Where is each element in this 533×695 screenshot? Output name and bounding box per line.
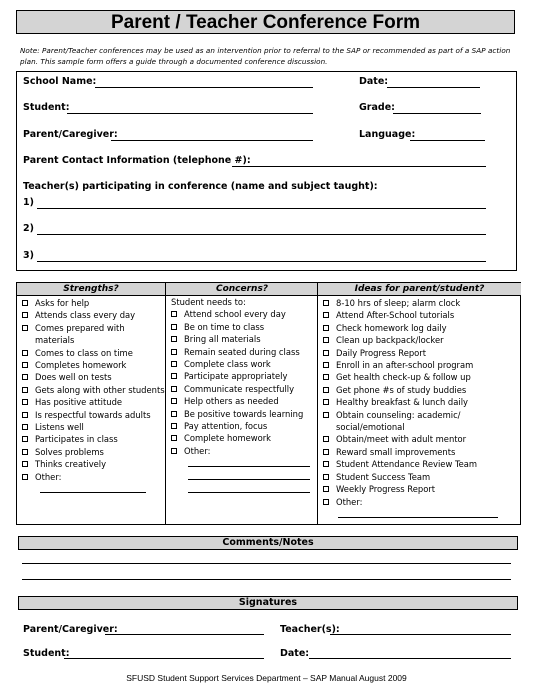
signature-date-field[interactable] (309, 658, 511, 659)
strengths-item (20, 433, 165, 445)
teacher-signature-label: Teacher(s): (280, 624, 340, 635)
concerns-item-label: Other: (184, 445, 211, 456)
student-signature-label: Student: (23, 648, 70, 659)
teacher-number-2: 2) (23, 223, 34, 234)
ideas-item (321, 496, 521, 508)
strengths-checkbox[interactable] (22, 474, 28, 480)
concerns-item-label: Be positive towards learning (184, 408, 304, 419)
teacher-2-field[interactable] (37, 234, 486, 235)
concerns-checkbox[interactable] (171, 373, 177, 379)
concerns-item (169, 395, 318, 407)
concerns-header: Concerns? (166, 283, 318, 296)
ideas-item-label: Student Attendance Review Team (336, 459, 478, 470)
strengths-item-label: Comes to class on time (35, 347, 133, 358)
concerns-list (166, 308, 318, 457)
ideas-checkbox[interactable] (323, 387, 329, 393)
strengths-header: Strengths? (17, 283, 165, 296)
strengths-checkbox[interactable] (22, 449, 28, 455)
ideas-item-label: Student Success Team (336, 471, 431, 482)
ideas-item (321, 297, 521, 309)
ideas-checkbox[interactable] (323, 449, 329, 455)
teacher-1-field[interactable] (37, 208, 486, 209)
concerns-item-label: Bring all materials (184, 334, 261, 345)
strengths-checkbox[interactable] (22, 312, 28, 318)
student-field[interactable] (67, 113, 313, 114)
ideas-item-label: Clean up backpack/locker (336, 335, 444, 346)
form-title: Parent / Teacher Conference Form (16, 10, 515, 34)
ideas-checkbox[interactable] (323, 350, 329, 356)
concerns-checkbox[interactable] (171, 435, 177, 441)
concerns-checkbox[interactable] (171, 398, 177, 404)
page-footer: SFUSD Student Support Services Department – SAP Manual August 2009 (126, 673, 407, 683)
strengths-item-label: Is respectful towards adults (35, 409, 151, 420)
concerns-item-label: Help others as needed (184, 396, 279, 407)
teacher-number-1: 1) (23, 197, 34, 208)
ideas-checkbox[interactable] (323, 499, 329, 505)
ideas-item-label: Get phone #s of study buddies (336, 384, 467, 395)
ideas-checkbox[interactable] (323, 399, 329, 405)
parent-caregiver-label: Parent/Caregiver: (23, 129, 118, 140)
ideas-checkbox[interactable] (323, 461, 329, 467)
concerns-item (169, 346, 318, 358)
teacher-3-field[interactable] (37, 261, 486, 262)
strengths-checkbox[interactable] (22, 350, 28, 356)
ideas-checkbox[interactable] (323, 300, 329, 306)
school-name-field[interactable] (95, 87, 313, 88)
ideas-checkbox[interactable] (323, 362, 329, 368)
strengths-item-label: Gets along with other students (35, 384, 165, 395)
strengths-checkbox[interactable] (22, 412, 28, 418)
ideas-item (321, 334, 521, 346)
ideas-item-label: Check homework log daily (336, 322, 447, 333)
concerns-item-label: Participate appropriately (184, 371, 288, 382)
intro-note: Note: Parent/Teacher conferences may be used as an intervention prior to referral to the SAP or recommended as part of a SAP action plan. This sample form offers a guide through a documented conference discussion. (20, 46, 511, 66)
ideas-checkbox[interactable] (323, 486, 329, 492)
ideas-item (321, 309, 521, 321)
concerns-checkbox[interactable] (171, 411, 177, 417)
concerns-other-field-3[interactable] (188, 483, 310, 493)
strengths-checkbox[interactable] (22, 362, 28, 368)
strengths-item (20, 384, 165, 396)
concerns-item (169, 370, 318, 382)
ideas-list (318, 296, 521, 508)
concerns-item-label: Complete homework (184, 433, 272, 444)
ideas-item (321, 409, 521, 434)
ideas-checkbox[interactable] (323, 325, 329, 331)
school-name-label: School Name: (23, 76, 97, 87)
ideas-item-label: Reward small improvements (336, 446, 456, 457)
grade-field[interactable] (393, 113, 481, 114)
ideas-header: Ideas for parent/student? (318, 283, 521, 296)
ideas-item-label: Healthy breakfast & lunch daily (336, 397, 468, 408)
concerns-item (169, 420, 318, 432)
comments-line-2[interactable] (22, 579, 511, 580)
ideas-item-label: Obtain counseling: academic/ social/emotional (336, 409, 461, 433)
ideas-checkbox[interactable] (323, 474, 329, 480)
language-field[interactable] (410, 140, 485, 141)
ideas-item (321, 396, 521, 408)
strengths-checkbox[interactable] (22, 300, 28, 306)
ideas-checkbox[interactable] (323, 374, 329, 380)
concerns-item-label: Communicate respectfully (184, 383, 295, 394)
ideas-checkbox[interactable] (323, 412, 329, 418)
date-label: Date: (359, 76, 389, 87)
contact-label: Parent Contact Information (telephone #): (23, 155, 251, 166)
concerns-item (169, 408, 318, 420)
ideas-item-label: Get health check-up & follow up (336, 372, 471, 383)
strengths-item-label: Thinks creatively (35, 459, 107, 470)
ideas-item-label: Enroll in an after-school program (336, 360, 474, 371)
strengths-checkbox[interactable] (22, 436, 28, 442)
strengths-item-label: Asks for help (35, 298, 90, 308)
strengths-item-label: Comes prepared with materials (35, 322, 125, 346)
strengths-item (20, 421, 165, 433)
ideas-item-label: Obtain/meet with adult mentor (336, 434, 467, 445)
concerns-other-field-1[interactable] (188, 457, 310, 467)
concerns-item-label: Complete class work (184, 359, 271, 370)
strengths-item-label: Completes homework (35, 360, 127, 371)
ideas-checkbox[interactable] (323, 436, 329, 442)
strengths-item (20, 471, 165, 483)
concerns-item-label: Attend school every day (184, 309, 286, 320)
ideas-other-field[interactable] (338, 508, 498, 518)
concerns-item (169, 445, 318, 457)
ideas-item (321, 433, 521, 445)
ideas-item (321, 446, 521, 458)
ideas-item-label: 8-10 hrs of sleep; alarm clock (336, 298, 461, 308)
student-label: Student: (23, 102, 70, 113)
concerns-intro: Student needs to: (171, 297, 246, 307)
concerns-item (169, 383, 318, 395)
strengths-item (20, 347, 165, 359)
strengths-item-label: Solves problems (35, 446, 104, 457)
strengths-checkbox[interactable] (22, 399, 28, 405)
ideas-column (317, 283, 521, 524)
strengths-checkbox[interactable] (22, 424, 28, 430)
concerns-item (169, 358, 318, 370)
ideas-item (321, 371, 521, 383)
strengths-item (20, 371, 165, 383)
ideas-item (321, 471, 521, 483)
concerns-item (169, 321, 318, 333)
concerns-checkbox[interactable] (171, 311, 177, 317)
ideas-item (321, 359, 521, 371)
concerns-checkbox[interactable] (171, 361, 177, 367)
strengths-column (17, 283, 165, 524)
strengths-item (20, 446, 165, 458)
ideas-item (321, 322, 521, 334)
concerns-checkbox[interactable] (171, 448, 177, 454)
concerns-checkbox[interactable] (171, 336, 177, 342)
ideas-checkbox[interactable] (323, 312, 329, 318)
strengths-item (20, 297, 165, 309)
strengths-item (20, 409, 165, 421)
concerns-checkbox[interactable] (171, 423, 177, 429)
ideas-item (321, 483, 521, 495)
concerns-checkbox[interactable] (171, 324, 177, 330)
concerns-item (169, 308, 318, 320)
strengths-checkbox[interactable] (22, 461, 28, 467)
ideas-item-label: Attend After-School tutorials (336, 310, 455, 321)
student-info-section (16, 71, 517, 271)
concerns-checkbox[interactable] (171, 349, 177, 355)
signature-date-label: Date: (280, 648, 310, 659)
date-field[interactable] (387, 87, 480, 88)
strengths-item-label: Attends class every day (35, 310, 136, 321)
language-label: Language: (359, 129, 416, 140)
signatures-header: Signatures (18, 596, 518, 610)
ideas-item-label: Weekly Progress Report (336, 484, 436, 495)
grade-label: Grade: (359, 102, 395, 113)
concerns-other-field-2[interactable] (188, 470, 310, 480)
parent-caregiver-field[interactable] (111, 140, 313, 141)
strengths-item (20, 309, 165, 321)
ideas-checkbox[interactable] (323, 337, 329, 343)
strengths-checkbox[interactable] (22, 325, 28, 331)
contact-field[interactable] (232, 166, 486, 167)
strengths-item-label: Listens well (35, 422, 84, 433)
ideas-item-label: Other: (336, 496, 363, 507)
ideas-item (321, 384, 521, 396)
concerns-checkbox[interactable] (171, 386, 177, 392)
ideas-item-label: Daily Progress Report (336, 347, 427, 358)
concerns-item (169, 333, 318, 345)
strengths-item-label: Participates in class (35, 434, 118, 445)
strengths-checkbox[interactable] (22, 387, 28, 393)
strengths-item-label: Other: (35, 471, 62, 482)
ideas-item (321, 458, 521, 470)
parent-signature-label: Parent/Caregiver: (23, 624, 118, 635)
parent-signature-field[interactable] (105, 634, 264, 635)
strengths-item-label: Has positive attitude (35, 397, 123, 408)
concerns-item-label: Remain seated during class (184, 346, 300, 357)
ideas-item (321, 347, 521, 359)
concerns-item (169, 432, 318, 444)
strengths-item (20, 359, 165, 371)
comments-line-1[interactable] (22, 563, 511, 564)
checklist-grid (16, 282, 521, 525)
concerns-column (165, 283, 318, 524)
strengths-item (20, 396, 165, 408)
student-signature-field[interactable] (64, 658, 264, 659)
concerns-item-label: Be on time to class (184, 321, 265, 332)
strengths-item-label: Does well on tests (35, 372, 112, 383)
strengths-checkbox[interactable] (22, 374, 28, 380)
concerns-item-label: Pay attention, focus (184, 421, 268, 432)
teacher-number-3: 3) (23, 250, 34, 261)
strengths-list (17, 296, 165, 483)
strengths-item (20, 322, 165, 347)
comments-header: Comments/Notes (18, 536, 518, 550)
strengths-other-field[interactable] (40, 483, 146, 493)
teachers-label: Teacher(s) participating in conference (name and subject taught): (23, 181, 378, 192)
teacher-signature-field[interactable] (330, 634, 511, 635)
strengths-item (20, 458, 165, 470)
